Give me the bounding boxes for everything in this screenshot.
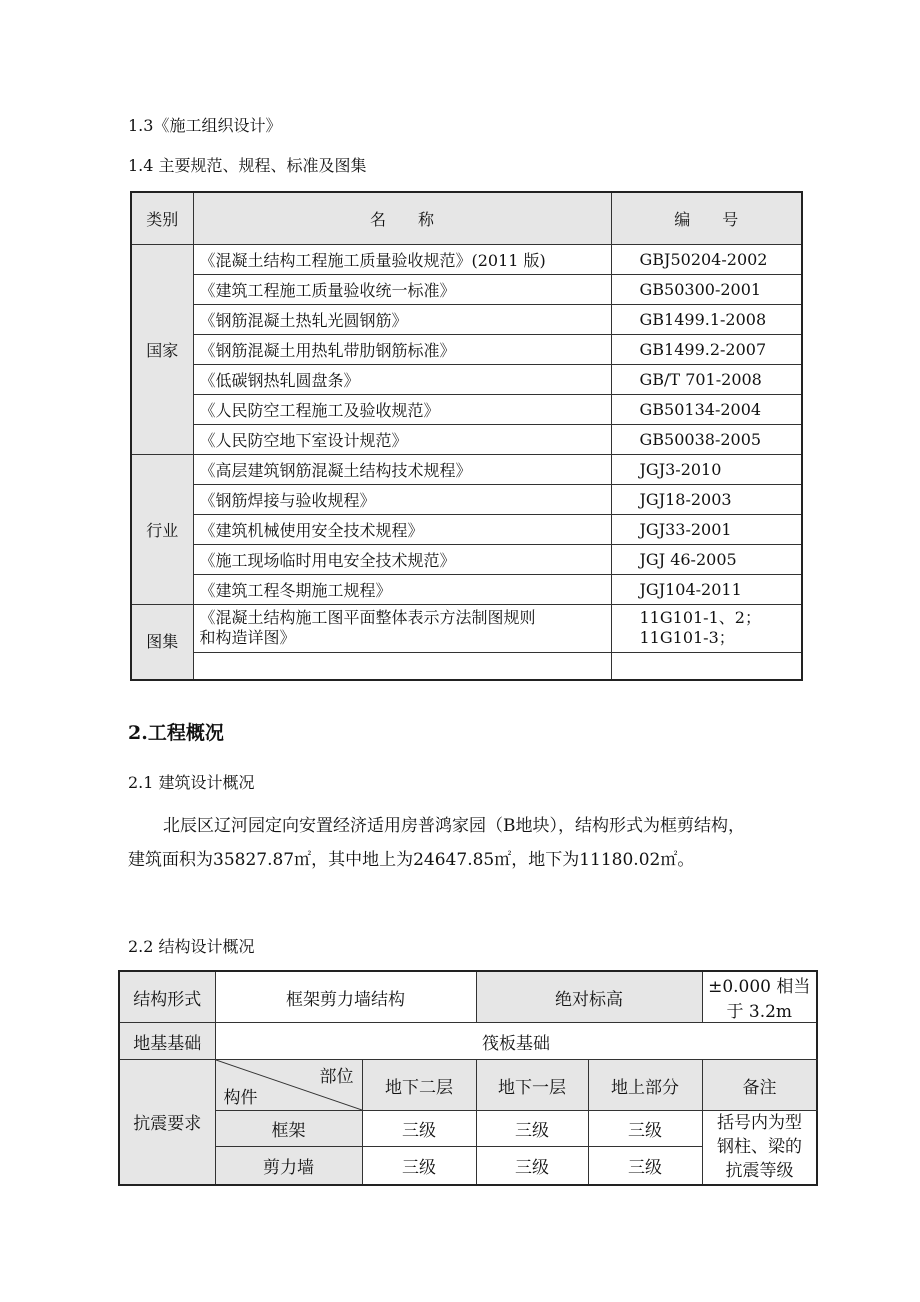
diagonal-header-cell: [215, 1060, 362, 1111]
table-row: [131, 334, 802, 364]
table-row: [131, 484, 802, 514]
absolute-elevation-value: ±0.000 相当于 3.2m: [702, 971, 817, 1023]
section-2-title: 2.工程概况: [128, 722, 224, 744]
seismic-label: 抗震要求: [119, 1060, 215, 1185]
standard-code-line: 11G101-1、2；: [639, 608, 761, 627]
standard-name: 《建筑工程冬期施工规程》: [193, 574, 611, 604]
standard-code: GB1499.2-2007: [611, 334, 802, 364]
section-1-4: 1.4 主要规范、规程、标准及图集: [128, 156, 367, 175]
column-header: 地上部分: [588, 1060, 702, 1111]
table-row: [131, 364, 802, 394]
standard-code: JGJ104-2011: [611, 574, 802, 604]
standard-code: [611, 604, 802, 652]
standard-code: JGJ3-2010: [611, 454, 802, 484]
standards-table: [130, 191, 803, 681]
note-line: 钢柱、梁的: [717, 1137, 802, 1158]
standard-name: 《钢筋焊接与验收规程》: [193, 484, 611, 514]
standard-name: [193, 652, 611, 680]
standard-code: GB50134-2004: [611, 394, 802, 424]
table-header-row: [131, 192, 802, 244]
table-row: [131, 544, 802, 574]
standard-name-line: 《混凝土结构施工图平面整体表示方法制图规则: [199, 608, 536, 627]
diag-bottom-label: 构件: [223, 1088, 258, 1108]
note-line: 括号内为型: [717, 1113, 802, 1134]
standard-code: GBJ50204-2002: [611, 244, 802, 274]
structure-form-label: 结构形式: [119, 971, 215, 1023]
standard-name: 《钢筋混凝土用热轧带肋钢筋标准》: [193, 334, 611, 364]
table-row: [131, 574, 802, 604]
table-row: [131, 652, 802, 680]
overview-line-2: 建筑面积为35827.87㎡，其中地上为24647.85㎡，地下为11180.02㎡。: [128, 850, 695, 870]
table-row: [119, 971, 817, 1023]
table-row: [131, 394, 802, 424]
standard-name: 《低碳钢热轧圆盘条》: [193, 364, 611, 394]
section-2-1: 2.1 建筑设计概况: [128, 773, 255, 792]
standard-name: 《建筑机械使用安全技术规程》: [193, 514, 611, 544]
overview-line-1: 北辰区辽河园定向安置经济适用房普鸿家园（B地块），结构形式为框剪结构，: [163, 816, 745, 836]
table-row: [131, 424, 802, 454]
section-2-2: 2.2 结构设计概况: [128, 937, 255, 956]
column-header: 备注: [702, 1060, 817, 1111]
diag-top-label: 部位: [319, 1067, 354, 1087]
column-header: 地下二层: [362, 1060, 476, 1111]
table-row: [131, 274, 802, 304]
member-label: 框架: [215, 1111, 362, 1147]
standard-name: 《混凝土结构工程施工质量验收规范》(2011 版): [193, 244, 611, 274]
standard-code: [611, 652, 802, 680]
seismic-grade: 三级: [476, 1147, 588, 1185]
seismic-grade: 三级: [588, 1111, 702, 1147]
standard-name: 《人民防空地下室设计规范》: [193, 424, 611, 454]
standard-name: [193, 604, 611, 652]
standard-code: JGJ 46-2005: [611, 544, 802, 574]
table-row: [119, 1111, 817, 1147]
table-row: [131, 514, 802, 544]
seismic-grade: 三级: [362, 1111, 476, 1147]
standard-code: GB50300-2001: [611, 274, 802, 304]
header-category: 类别: [131, 192, 193, 244]
category-industry: 行业: [131, 454, 193, 604]
foundation-value: 筏板基础: [215, 1023, 817, 1060]
table-row: [131, 304, 802, 334]
foundation-label: 地基基础: [119, 1023, 215, 1060]
category-national: 国家: [131, 244, 193, 454]
standard-name: 《钢筋混凝土热轧光圆钢筋》: [193, 304, 611, 334]
header-code: 编 号: [611, 192, 802, 244]
seismic-grade: 三级: [362, 1147, 476, 1185]
member-label: 剪力墙: [215, 1147, 362, 1185]
structure-form-value: 框架剪力墙结构: [215, 971, 476, 1023]
standard-name: 《建筑工程施工质量验收统一标准》: [193, 274, 611, 304]
table-row: [131, 454, 802, 484]
seismic-grade: 三级: [476, 1111, 588, 1147]
absolute-elevation-label: 绝对标高: [476, 971, 702, 1023]
table-row: [119, 1060, 817, 1111]
standard-code-line: 11G101-3；: [639, 628, 735, 647]
section-1-3: 1.3《施工组织设计》: [128, 116, 282, 135]
standard-code: JGJ33-2001: [611, 514, 802, 544]
category-atlas: 图集: [131, 604, 193, 680]
standard-name: 《人民防空工程施工及验收规范》: [193, 394, 611, 424]
table-row: [131, 244, 802, 274]
standard-code: JGJ18-2003: [611, 484, 802, 514]
seismic-grade: 三级: [588, 1147, 702, 1185]
standard-name: 《施工现场临时用电安全技术规范》: [193, 544, 611, 574]
seismic-note: [702, 1111, 817, 1185]
note-line: 抗震等级: [725, 1161, 794, 1182]
column-header: 地下一层: [476, 1060, 588, 1111]
standard-code: GB1499.1-2008: [611, 304, 802, 334]
standard-code: GB/T 701-2008: [611, 364, 802, 394]
standard-name-line: 和构造详图》: [199, 628, 296, 647]
table-row: [131, 604, 802, 652]
standard-name: 《高层建筑钢筋混凝土结构技术规程》: [193, 454, 611, 484]
table-row: [119, 1023, 817, 1060]
structure-table: [118, 970, 818, 1186]
standard-code: GB50038-2005: [611, 424, 802, 454]
header-name: 名 称: [193, 192, 611, 244]
